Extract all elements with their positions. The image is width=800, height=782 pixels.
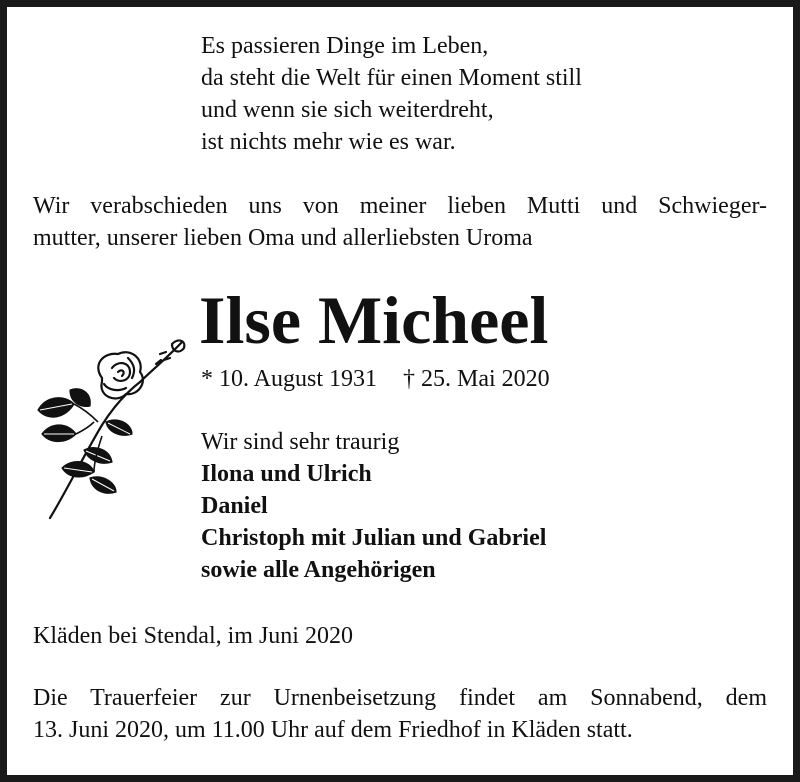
birth-date: * 10. August 1931: [201, 366, 378, 392]
poem-line: ist nichts mehr wie es war.: [201, 129, 456, 155]
poem: [201, 30, 582, 158]
mourners: [201, 426, 546, 586]
mourner-name: Daniel: [201, 493, 268, 519]
life-dates: [201, 363, 550, 395]
mourner-name: sowie alle Angehörigen: [201, 557, 436, 583]
mourner-name: Ilona und Ulrich: [201, 461, 372, 487]
farewell-line: mutter, unserer lieben Oma und allerliebsten Uroma: [33, 225, 533, 251]
service-line: Die Trauerfeier zur Urnenbeisetzung findet am Sonnabend, dem: [33, 685, 767, 711]
poem-line: und wenn sie sich weiterdreht,: [201, 97, 494, 123]
farewell-line: Wir verabschieden uns von meiner lieben Mutti und Schwieger-: [33, 193, 767, 219]
deceased-name: Ilse Micheel: [199, 282, 549, 358]
mourners-intro: Wir sind sehr traurig: [201, 429, 400, 455]
service-notice: [33, 682, 767, 746]
poem-line: da steht die Welt für einen Moment still: [201, 65, 582, 91]
poem-line: Es passieren Dinge im Leben,: [201, 33, 489, 59]
place-date: Kläden bei Stendal, im Juni 2020: [33, 623, 353, 649]
rose-icon: [32, 330, 192, 530]
death-date: † 25. Mai 2020: [403, 366, 550, 392]
mourner-name: Christoph mit Julian und Gabriel: [201, 525, 547, 551]
service-line: 13. Juni 2020, um 11.00 Uhr auf dem Friedhof in Kläden statt.: [33, 717, 633, 743]
farewell-text: [33, 190, 767, 254]
